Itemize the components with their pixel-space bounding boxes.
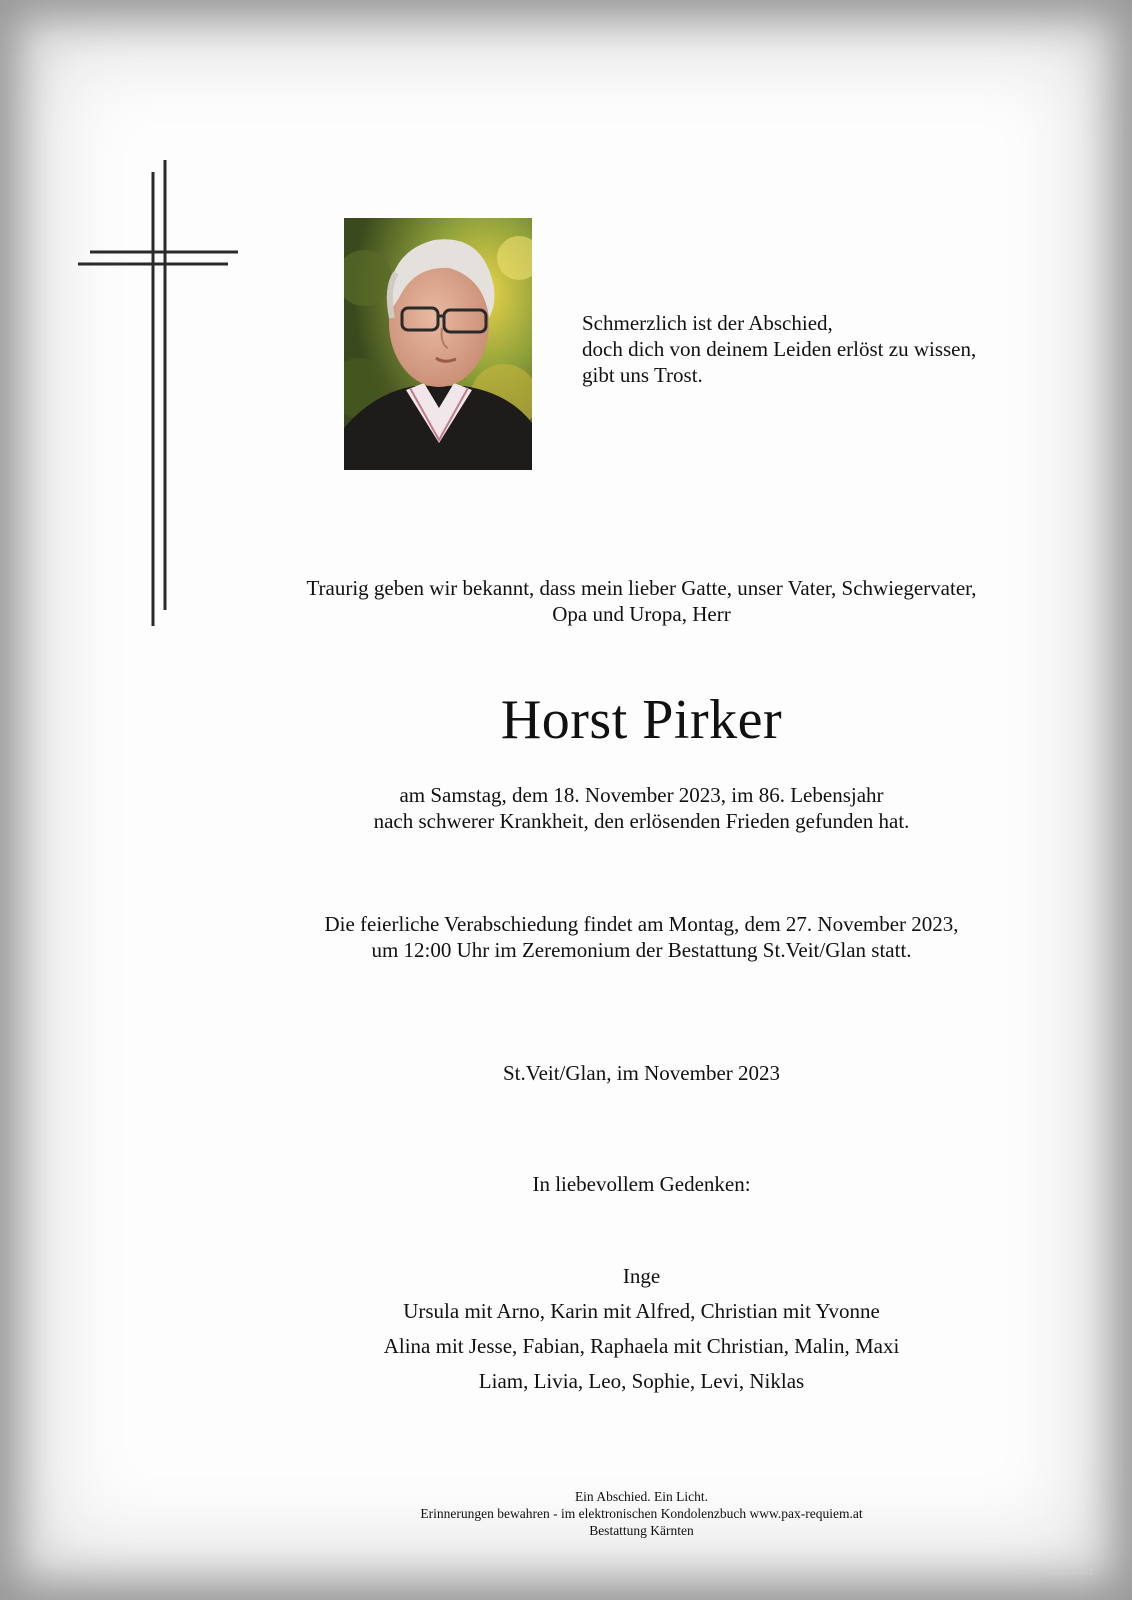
death-line: am Samstag, dem 18. November 2023, im 86. Lebensjahr — [399, 783, 884, 807]
place-and-date: St.Veit/Glan, im November 2023 — [502, 1061, 781, 1085]
death-notice — [140, 782, 1132, 834]
death-line: nach schwerer Krankheit, den erlösenden Frieden gefunden hat. — [373, 809, 910, 833]
footer-company: Bestattung Kärnten — [589, 1523, 694, 1538]
cross-icon — [78, 160, 238, 630]
deceased-name: Horst Pirker — [500, 689, 783, 751]
mourner-line: Ursula mit Arno, Karin mit Alfred, Christian mit Yvonne — [403, 1299, 880, 1323]
announcement-line: Traurig geben wir bekannt, dass mein lieber Gatte, unser Vater, Schwiegervater, — [306, 576, 977, 600]
portrait-photo — [344, 218, 532, 470]
quote-line: gibt uns Trost. — [582, 363, 703, 387]
memory-heading: In liebevollem Gedenken: — [532, 1172, 751, 1196]
mourners-list — [140, 1259, 1132, 1399]
mourner-line: Inge — [622, 1264, 661, 1288]
announcement-line: Opa und Uropa, Herr — [552, 602, 731, 626]
footer-tagline: Ein Abschied. Ein Licht. — [574, 1489, 709, 1504]
footer-condolence-link[interactable]: Erinnerungen bewahren - im elektronischen Kondolenzbuch www.pax-requiem.at — [420, 1506, 863, 1521]
mourner-line: Liam, Livia, Leo, Sophie, Levi, Niklas — [478, 1369, 805, 1393]
ceremony-line: Die feierliche Verabschiedung findet am Montag, dem 27. November 2023, — [324, 912, 959, 936]
ceremony-line: um 12:00 Uhr im Zeremonium der Bestattung St.Veit/Glan statt. — [371, 938, 912, 962]
announcement-text — [140, 575, 1132, 627]
footer — [140, 1488, 1132, 1539]
quote-line: Schmerzlich ist der Abschied, — [582, 311, 833, 335]
corner-mark: P87 x861 — [1051, 1568, 1094, 1578]
ceremony-info — [140, 911, 1132, 963]
mourner-line: Alina mit Jesse, Fabian, Raphaela mit Christian, Malin, Maxi — [383, 1334, 900, 1358]
consolation-quote — [582, 310, 1052, 388]
quote-line: doch dich von deinem Leiden erlöst zu wissen, — [582, 337, 977, 361]
